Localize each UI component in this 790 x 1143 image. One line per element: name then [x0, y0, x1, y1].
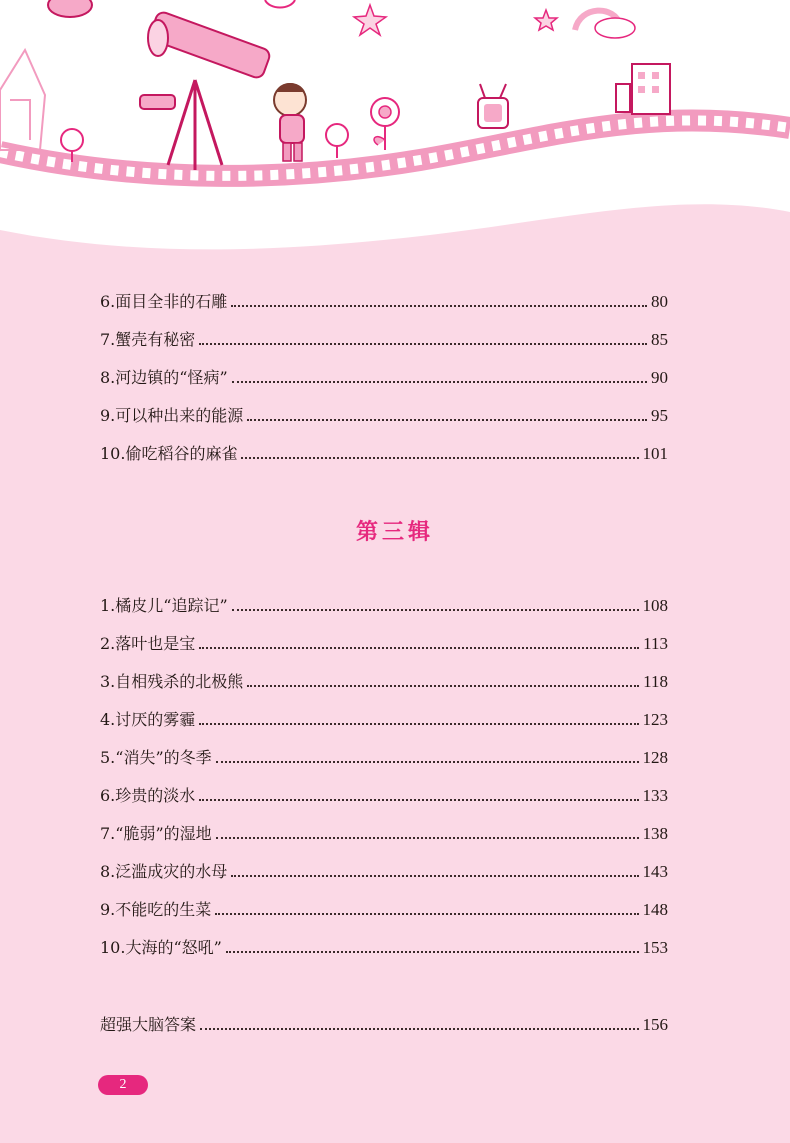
- toc-entry-page: 143: [642, 862, 668, 881]
- cloud-icon: [265, 0, 295, 8]
- toc-entry-title: 10.大海的“怒吼”: [100, 938, 222, 957]
- toc-entry[interactable]: [100, 852, 668, 882]
- toc-entry[interactable]: [100, 890, 668, 920]
- leader-dots: [199, 798, 638, 801]
- toc-entry-title: 4.讨厌的雾霾: [100, 710, 196, 729]
- toc-entry-title: 10.偷吃稻谷的麻雀: [100, 444, 238, 463]
- toc-entry-title: 超强大脑答案: [100, 1015, 197, 1034]
- toc-entry-title: 5.“消失”的冬季: [100, 748, 212, 767]
- toc-entry-page: 153: [642, 938, 668, 957]
- building-sketch-icon: [0, 50, 45, 150]
- toc-entry-page: 80: [651, 292, 668, 311]
- toc-entry-page: 123: [642, 710, 668, 729]
- toc-entry[interactable]: [100, 586, 668, 616]
- toc-entry-page: 101: [642, 444, 668, 463]
- toc-entry[interactable]: [100, 624, 668, 654]
- leader-dots: [226, 950, 639, 953]
- tree-icon: [326, 124, 348, 158]
- leader-dots: [216, 836, 639, 839]
- leader-dots: [215, 912, 638, 915]
- planet-icon: [48, 0, 92, 17]
- toc-entry-title: 7.蟹壳有秘密: [100, 330, 196, 349]
- toc-entry[interactable]: [100, 434, 668, 464]
- leader-dots: [231, 874, 638, 877]
- toc-entry[interactable]: [100, 282, 668, 312]
- toc-entry-title: 3.自相残杀的北极熊: [100, 672, 244, 691]
- leader-dots: [199, 646, 639, 649]
- toc-entry-title: 2.落叶也是宝: [100, 634, 196, 653]
- toc-entry-page: 133: [642, 786, 668, 805]
- toc-entry-title: 7.“脆弱”的湿地: [100, 824, 212, 843]
- toc-entry-page: 113: [643, 634, 668, 653]
- toc-entry-page: 90: [651, 368, 668, 387]
- leader-dots: [231, 304, 647, 307]
- toc-entry[interactable]: [100, 928, 668, 958]
- section-heading: 第三辑: [355, 520, 434, 545]
- toc-entry-page: 95: [651, 406, 668, 425]
- toc-entry-page: 85: [651, 330, 668, 349]
- toc-entry-page: 148: [642, 900, 668, 919]
- toc-entry-page: 156: [642, 1015, 668, 1034]
- toc-entry-page: 128: [642, 748, 668, 767]
- leader-dots: [247, 418, 647, 421]
- toc-entry-appendix[interactable]: [100, 1005, 668, 1035]
- toc-entry-title: 6.面目全非的石雕: [100, 292, 228, 311]
- leader-dots: [232, 608, 639, 611]
- toc-entry[interactable]: [100, 700, 668, 730]
- flower-icon: [371, 98, 399, 150]
- toc-entry-page: 118: [643, 672, 668, 691]
- toc-entry[interactable]: [100, 396, 668, 426]
- toc-entry[interactable]: [100, 662, 668, 692]
- star-icon: [354, 5, 386, 35]
- leader-dots: [199, 722, 638, 725]
- tv-icon: [478, 84, 508, 128]
- leader-dots: [247, 684, 639, 687]
- star-icon: [535, 10, 557, 30]
- leader-dots: [216, 760, 639, 763]
- rainbow-cloud-icon: [575, 11, 635, 38]
- toc-entry-title: 8.泛滥成灾的水母: [100, 862, 228, 881]
- page-number-badge: 2: [98, 1075, 148, 1095]
- toc-entry-title: 6.珍贵的淡水: [100, 786, 196, 805]
- leader-dots: [200, 1027, 638, 1030]
- toc-entry-title: 8.河边镇的“怪病”: [100, 368, 228, 387]
- toc-entry-page: 138: [642, 824, 668, 843]
- toc-entry[interactable]: [100, 320, 668, 350]
- toc-entry[interactable]: [100, 814, 668, 844]
- toc-entry-page: 108: [642, 596, 668, 615]
- toc-entry[interactable]: [100, 776, 668, 806]
- telescope-icon: [140, 10, 272, 170]
- toc-entry-title: 1.橘皮儿“追踪记”: [100, 596, 228, 615]
- leader-dots: [241, 456, 638, 459]
- house-icon: [616, 64, 670, 114]
- toc-entry[interactable]: [100, 358, 668, 388]
- toc-entry[interactable]: [100, 738, 668, 768]
- toc-entry-title: 9.可以种出来的能源: [100, 406, 244, 425]
- leader-dots: [232, 380, 647, 383]
- leader-dots: [199, 342, 647, 345]
- child-figure-icon: [274, 83, 306, 161]
- toc-entry-title: 9.不能吃的生菜: [100, 900, 212, 919]
